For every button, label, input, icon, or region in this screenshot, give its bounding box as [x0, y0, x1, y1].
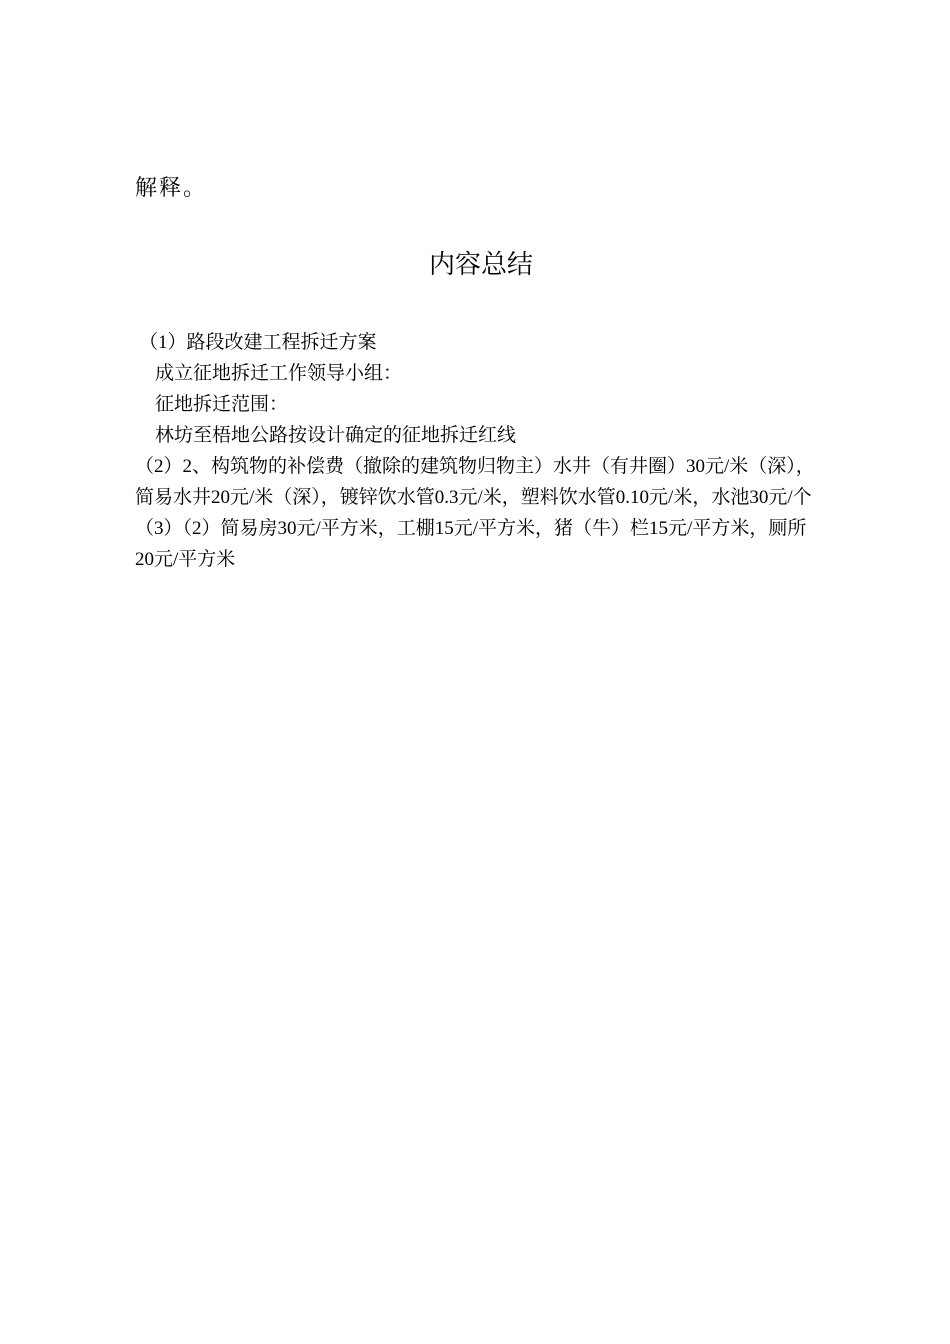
paragraph-structure-compensation: （2）2、构筑物的补偿费（撤除的建筑物归物主）水井（有井圈）30元/米（深），简易水井20元/米（深），镀锌饮水管0.3元/米，塑料饮水管0.10元/米，水池30元/个 [135, 456, 815, 508]
paragraph-scope-detail: 林坊至梧地公路按设计确定的征地拆迁红线 [155, 425, 517, 446]
paragraph-demolition-plan: （1）路段改建工程拆迁方案 [139, 332, 377, 353]
leading-text: 解释。 [135, 175, 208, 200]
paragraph-leading-group: 成立征地拆迁工作领导小组： [155, 363, 403, 384]
page-title: 内容总结 [428, 250, 533, 279]
paragraph-scope-heading: 征地拆迁范围： [155, 394, 289, 415]
paragraph-house-compensation: （3）（2）简易房30元/平方米，工棚15元/平方米，猪（牛）栏15元/平方米，厕所20元/平方米 [135, 518, 807, 570]
summary-body [135, 327, 825, 575]
